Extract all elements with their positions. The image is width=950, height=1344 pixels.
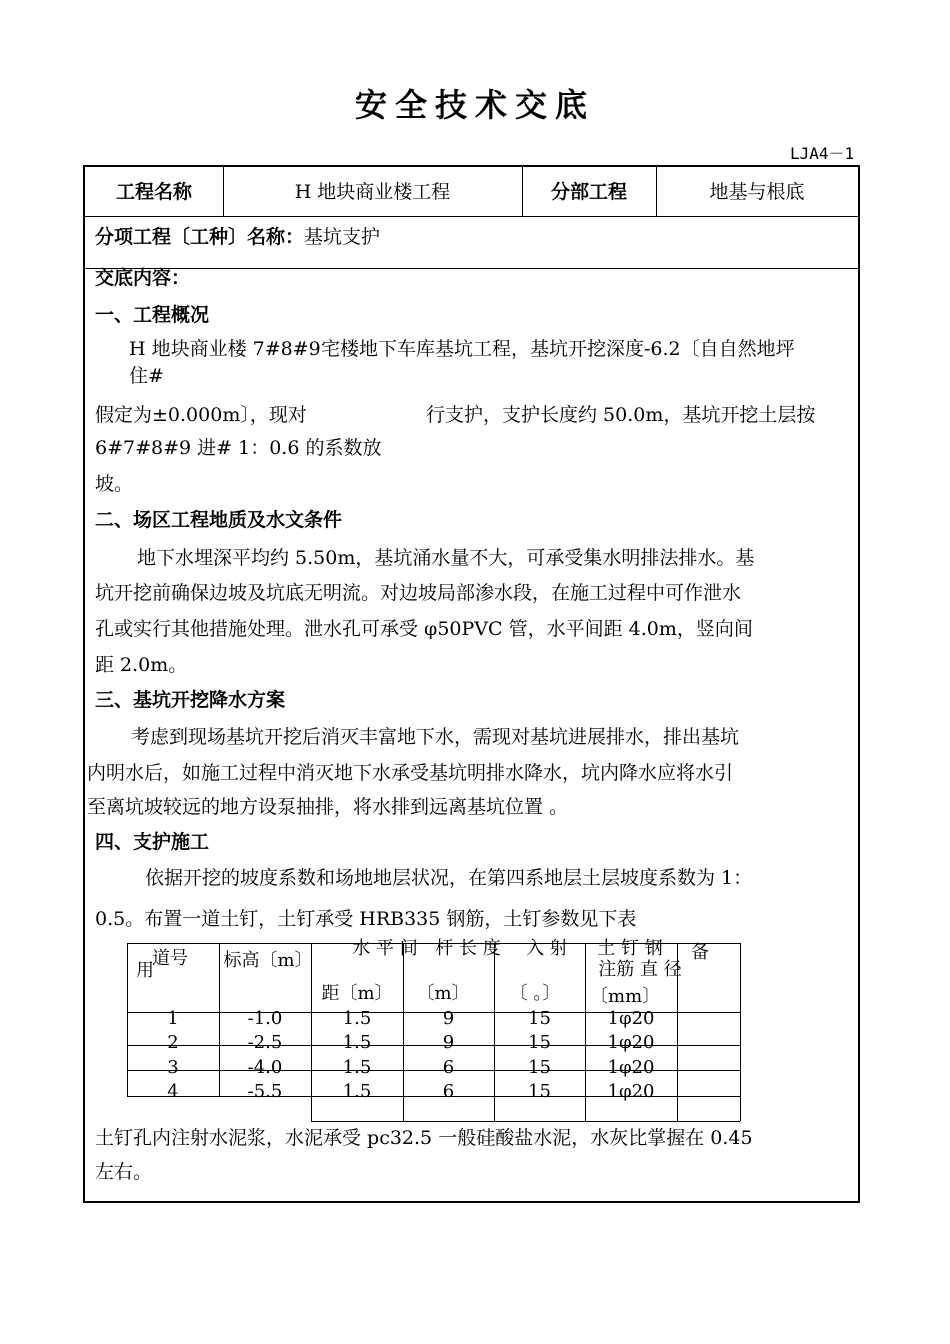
header-no: 道号 (152, 948, 188, 969)
cell-length: 6 (442, 1081, 455, 1102)
cell-length: 9 (442, 1032, 455, 1053)
s2-line-1: 地下水埋深平均约 5.50m，基坑涌水量不大，可承受集水明排法排水。基 (137, 547, 755, 569)
s3-line-2: 内明水后，如施工过程中消灭地下水承受基坑明排水降水，坑内降水应将水引 (87, 762, 734, 784)
cell-length: 9 (442, 1008, 455, 1029)
header-diameter-b: 注筋 直 径 (598, 959, 682, 980)
cell-elevation: -1.0 (247, 1008, 283, 1029)
document-title: 安全技术交底 (354, 86, 595, 124)
s2-line-4: 距 2.0m。 (95, 654, 188, 676)
after-table-line-1: 土钉孔内注射水泥浆，水泥承受 pc32.5 一般硅酸盐水泥，水灰比掌握在 0.45 (95, 1127, 753, 1149)
header-angle-b: 〔 。〕 (509, 983, 561, 1004)
content-label: 交底内容： (95, 267, 191, 289)
s2-line-3: 孔或实行其他措施处理。泄水孔可承受 φ50PVC 管，水平间距 4.0m，竖向间 (95, 618, 753, 640)
section-1-title: 一、工程概况 (95, 304, 210, 326)
cell-diameter: 1φ20 (607, 1081, 655, 1102)
cell-diameter: 1φ20 (607, 1032, 655, 1053)
s1-line-4: 坡。 (95, 473, 134, 495)
cell-diameter: 1φ20 (607, 1057, 655, 1078)
s1-line-1b: 宅楼地下车库基坑工程，基坑开挖深度-6.2〔自自然地坪 (321, 338, 795, 360)
s4-line-2: 0.5。布置一道土钉，土钉承受 HRB335 钢筋，土钉参数见下表 (95, 908, 637, 930)
cell-angle: 15 (528, 1032, 551, 1053)
s1-line-1a: H 地块商业楼 7#8#9 (129, 338, 321, 360)
header-elevation: 标高〔m〕 (223, 950, 313, 971)
cell-no: 1 (167, 1008, 179, 1029)
cell-angle: 15 (528, 1057, 551, 1078)
cell-spacing: 1.5 (342, 1032, 372, 1053)
cell-angle: 15 (528, 1008, 551, 1029)
s4-line-1: 依据开挖的坡度系数和场地地层状况，在第四系地层土层坡度系数为 1： (145, 867, 753, 889)
header-angle-a: 入 射 (526, 938, 568, 959)
after-table-line-2: 左右。 (95, 1161, 153, 1183)
cell-no: 2 (167, 1032, 179, 1053)
header-length-b: 〔m〕 (416, 983, 470, 1004)
cell-elevation: -2.5 (247, 1032, 283, 1053)
division-value: 地基与根底 (709, 181, 805, 203)
project-name-value: H 地块商业楼工程 (294, 181, 451, 203)
header-diameter-a: 土 钉 钢 (597, 938, 663, 959)
cell-no: 3 (167, 1057, 179, 1078)
header-length-a: 杆 长 度 (435, 938, 501, 959)
section-3-title: 三、基坑开挖降水方案 (95, 689, 286, 711)
cell-spacing: 1.5 (342, 1008, 372, 1029)
cell-elevation: -4.0 (247, 1057, 283, 1078)
header-spacing-a: 水 平 间 (352, 938, 418, 959)
s1-line-2b: 行支护，支护长度约 50.0m，基坑开挖土层按 (426, 404, 816, 426)
header-spacing-b: 距〔m〕 (321, 983, 393, 1004)
header-remark-b: 用 (136, 960, 154, 981)
s3-line-1: 考虑到现场基坑开挖后消灭丰富地下水，需现对基坑进展排水，排出基坑 (131, 726, 740, 748)
subdivision-value: 基坑支护 (304, 226, 381, 248)
cell-spacing: 1.5 (342, 1057, 372, 1078)
row-divider (85, 268, 858, 269)
s1-line-2a: 假定为±0.000m〕，现对 (95, 404, 307, 426)
document-code: LJA4－1 (790, 144, 855, 163)
cell-spacing: 1.5 (342, 1081, 372, 1102)
header-diameter-c: 〔mm〕 (590, 986, 661, 1007)
subdivision-label: 分项工程〔工种〕名称： (95, 226, 305, 248)
s3-line-3: 至离坑坡较远的地方设泵抽排，将水排到远离基坑位置 。 (87, 796, 569, 818)
cell-no: 4 (167, 1081, 179, 1102)
s2-line-2: 坑开挖前确保边坡及坑底无明流。对边坡局部渗水段，在施工过程中可作泄水 (95, 582, 742, 604)
s1-line-3: 6#7#8#9 进# 1：0.6 的系数放 (95, 437, 382, 459)
table-col-rule (740, 943, 741, 1121)
section-4-title: 四、支护施工 (95, 831, 210, 853)
division-label: 分部工程 (550, 181, 627, 203)
table-rule (311, 1121, 740, 1122)
cell-angle: 15 (528, 1081, 551, 1102)
subdivision-row (95, 222, 380, 249)
header-remark-a: 备 (691, 942, 709, 963)
cell-elevation: -5.5 (247, 1081, 283, 1102)
row-divider (85, 216, 858, 217)
cell-length: 6 (442, 1057, 455, 1078)
cell-diameter: 1φ20 (607, 1008, 655, 1029)
project-name-label: 工程名称 (115, 181, 192, 203)
s1-line-1c: 住# (129, 365, 164, 387)
section-2-title: 二、场区工程地质及水文条件 (95, 509, 343, 531)
